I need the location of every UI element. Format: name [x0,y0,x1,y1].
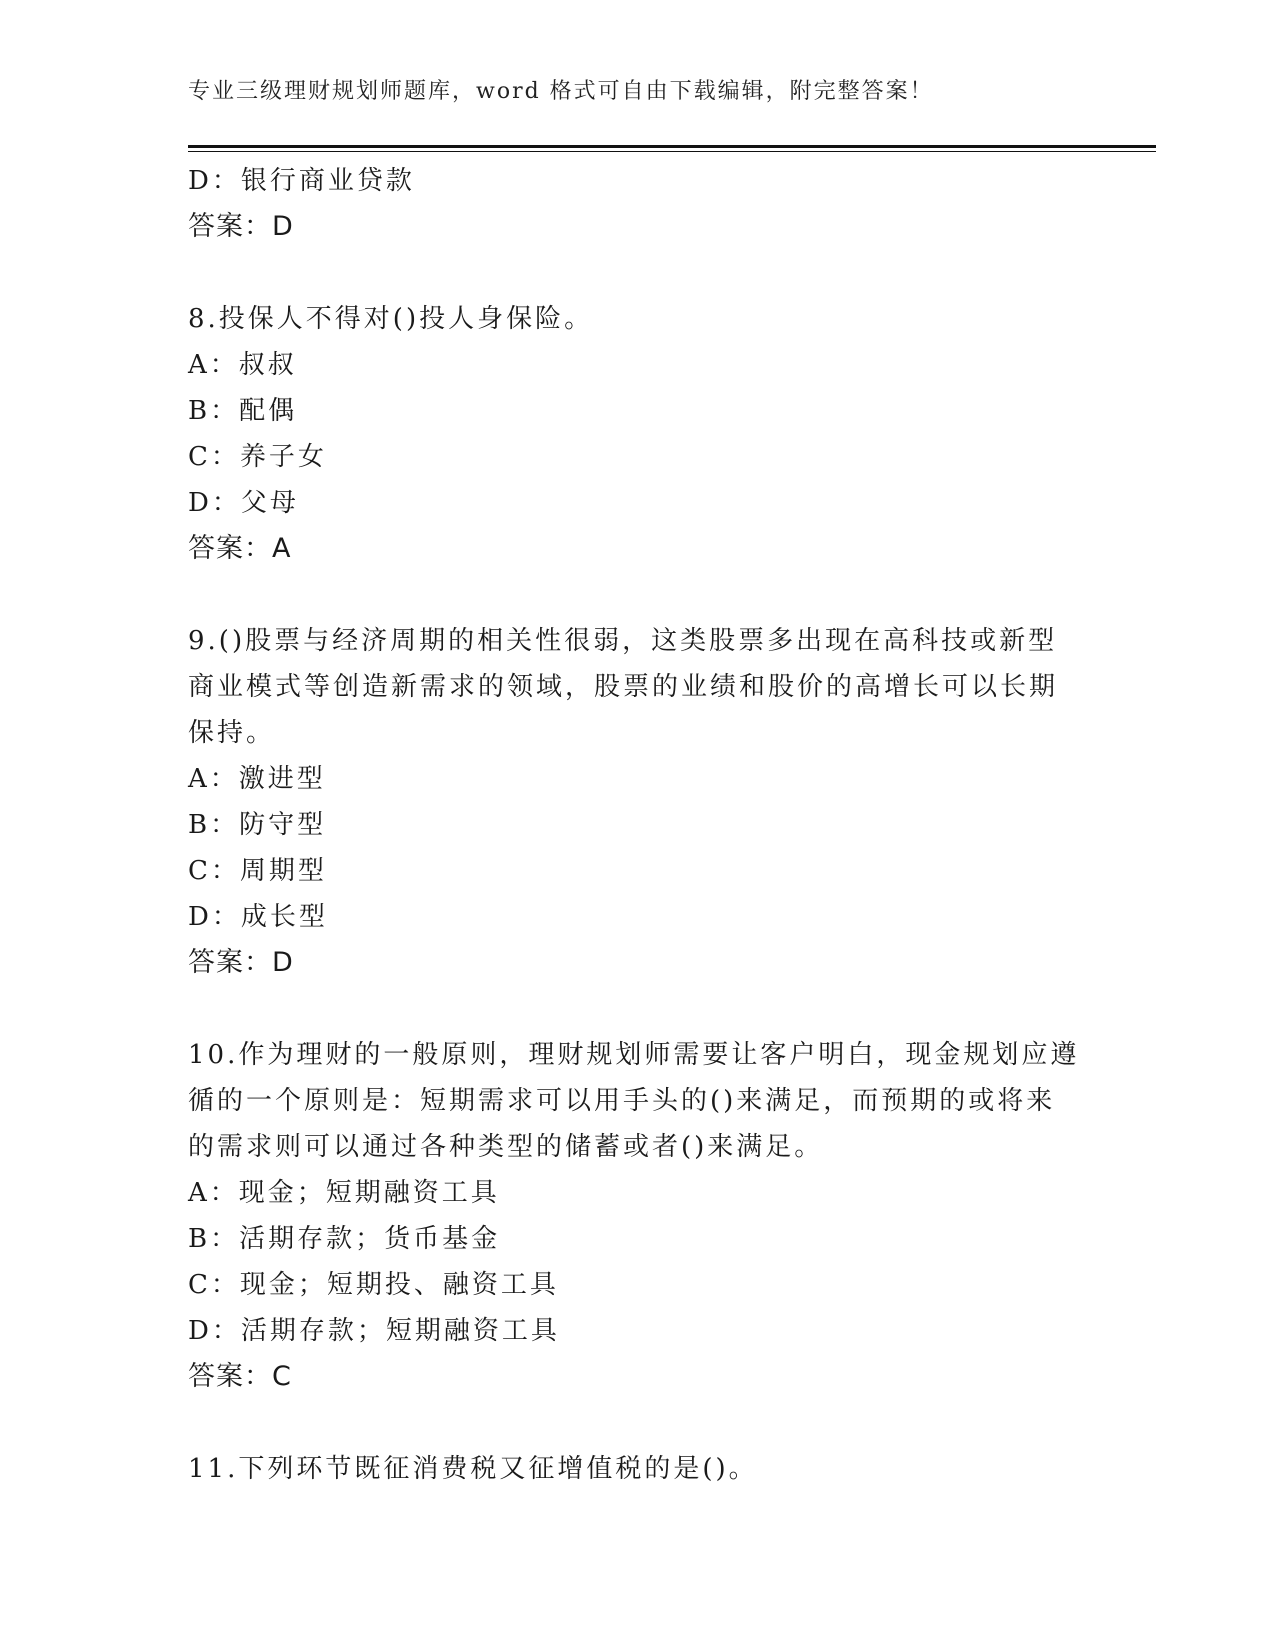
q10-answer: 答案：C [188,1361,292,1392]
q9-option-d: D：成长型 [188,902,328,932]
q9-option-b: B：防守型 [188,810,327,840]
q10-question-line1: 10.作为理财的一般原则，理财规划师需要让客户明白，现金规划应遵 [188,1040,1080,1070]
q9-option-c: C：周期型 [188,856,327,886]
header-rule-thin [188,151,1156,152]
header-rule-thick [188,145,1156,148]
q10-option-d: D：活期存款；短期融资工具 [188,1316,560,1346]
q8-question: 8.投保人不得对()投人身保险。 [188,304,594,334]
q10-question-line2: 循的一个原则是：短期需求可以用手头的()来满足，而预期的或将来 [188,1086,1056,1116]
spacer [188,986,1088,1032]
q10-question-line3: 的需求则可以通过各种类型的储蓄或者()来满足。 [188,1132,824,1162]
question-list [188,158,1088,1492]
q10-option-a: A：现金；短期融资工具 [188,1178,500,1208]
q9-question-line3: 保持。 [188,718,276,748]
q7-answer: 答案：D [188,211,294,242]
q8-answer: 答案：A [188,533,292,564]
q9-option-a: A：激进型 [188,764,326,794]
q9-question-line2: 商业模式等创造新需求的领域，股票的业绩和股价的高增长可以长期 [188,672,1059,702]
q7-option-d: D：银行商业贷款 [188,166,415,196]
spacer [188,572,1088,618]
q8-option-b: B：配偶 [188,396,298,426]
spacer [188,1400,1088,1446]
q8-option-a: A：叔叔 [188,350,297,380]
q11-question: 11.下列环节既征消费税又征增值税的是()。 [188,1454,758,1484]
q9-question-line1: 9.()股票与经济周期的相关性很弱，这类股票多出现在高科技或新型 [188,626,1058,656]
q8-option-d: D：父母 [188,488,299,518]
page-header: 专业三级理财规划师题库，word 格式可自由下载编辑，附完整答案！ [188,79,934,104]
q10-option-c: C：现金；短期投、融资工具 [188,1270,559,1300]
spacer [188,250,1088,296]
q8-option-c: C：养子女 [188,442,327,472]
q10-option-b: B：活期存款；货币基金 [188,1224,501,1254]
q9-answer: 答案：D [188,947,294,978]
